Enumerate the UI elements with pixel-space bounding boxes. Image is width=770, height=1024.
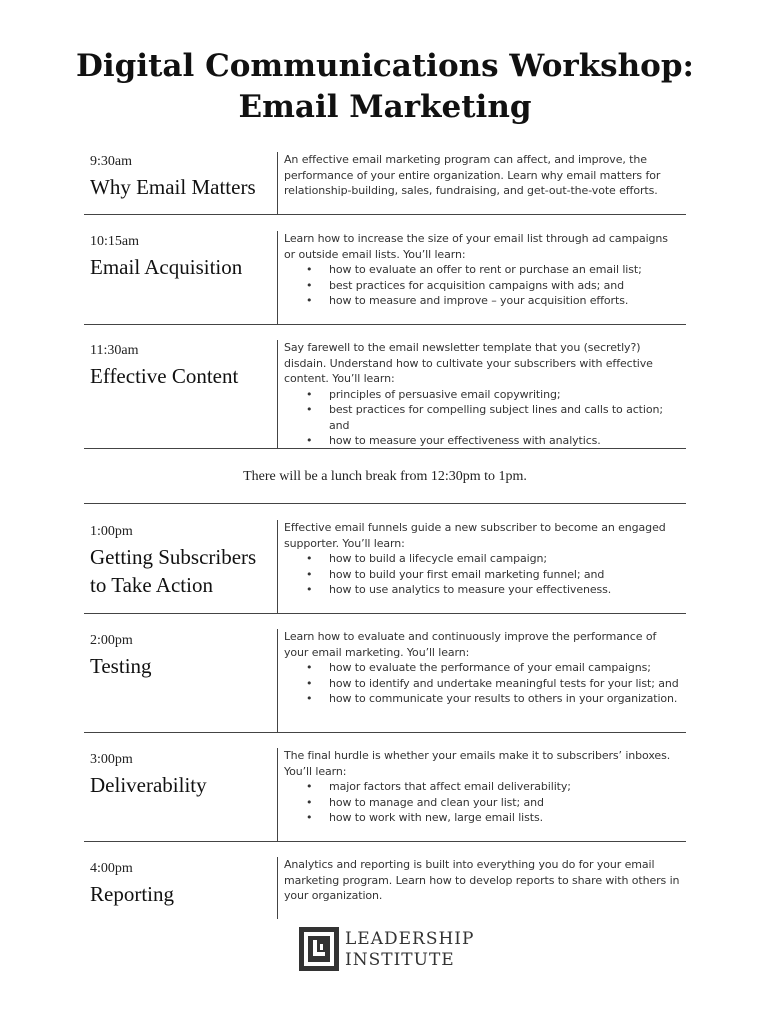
session-title: Effective Content <box>90 364 239 388</box>
page-title-line-2: Email Marketing <box>238 89 532 125</box>
session-intro: Learn how to increase the size of your email list through ad campaigns or outside email lists. You’ll learn: <box>284 232 668 261</box>
session-time: 10:15am <box>90 234 139 249</box>
list-item: • how to manage and clean your list; and <box>284 795 680 811</box>
session-description <box>284 340 680 449</box>
session-title: Why Email Matters <box>90 175 256 199</box>
list-item: • how to work with new, large email lists. <box>284 810 680 826</box>
list-item: • principles of persuasive email copywriting; <box>284 387 680 403</box>
page-title-line-1: Digital Communications Workshop: <box>76 48 694 84</box>
list-item: • how to communicate your results to others in your organization. <box>284 691 680 707</box>
session-description <box>284 520 680 598</box>
list-item: • best practices for compelling subject lines and calls to action; and <box>284 402 680 433</box>
leadership-institute-logo <box>299 927 479 973</box>
list-item: • how to measure and improve – your acquisition efforts. <box>284 293 680 309</box>
session-intro: An effective email marketing program can affect, and improve, the performance of your entire organization. Learn why email matters for relationship-building, sales, fundraising, and get-out-the-vote efforts. <box>284 153 661 197</box>
session-title <box>90 543 276 599</box>
session-title-line-1: Getting Subscribers <box>90 545 257 569</box>
page-title <box>0 46 770 128</box>
session-time: 9:30am <box>90 154 132 169</box>
session-intro: The final hurdle is whether your emails make it to subscribers’ inboxes. You’ll learn: <box>284 749 671 778</box>
session-description <box>284 629 680 707</box>
learning-list <box>284 660 680 707</box>
column-divider <box>277 340 278 448</box>
column-divider <box>277 857 278 919</box>
list-item: • how to build a lifecycle email campaign; <box>284 551 680 567</box>
session-getting-subscribers <box>84 520 686 614</box>
session-why-email-matters <box>84 152 686 215</box>
session-intro: Learn how to evaluate and continuously improve the performance of your email marketing. You’ll learn: <box>284 630 657 659</box>
session-deliverability <box>84 748 686 842</box>
lunch-note: There will be a lunch break from 12:30pm to 1pm. <box>84 449 686 504</box>
learning-list <box>284 551 680 598</box>
learning-list <box>284 262 680 309</box>
session-description <box>284 857 680 904</box>
column-divider <box>277 520 278 613</box>
list-item: • how to evaluate the performance of your email campaigns; <box>284 660 680 676</box>
session-description <box>284 748 680 826</box>
session-intro: Say farewell to the email newsletter template that you (secretly?) disdain. Understand how to cultivate your subscribers with effective content. You’ll learn: <box>284 341 653 385</box>
column-divider <box>277 748 278 841</box>
logo-text <box>345 929 474 971</box>
column-divider <box>277 231 278 324</box>
list-item: • how to build your first email marketing funnel; and <box>284 567 680 583</box>
column-divider <box>277 152 278 214</box>
list-item: • how to identify and undertake meaningful tests for your list; and <box>284 676 680 692</box>
list-item: • major factors that affect email deliverability; <box>284 779 680 795</box>
session-title-line-2: to Take Action <box>90 573 213 597</box>
session-title: Email Acquisition <box>90 255 243 279</box>
session-title: Reporting <box>90 882 174 906</box>
session-email-acquisition <box>84 231 686 325</box>
logo-mark-icon <box>299 927 339 971</box>
session-reporting <box>84 857 686 919</box>
logo-text-line-2: INSTITUTE <box>345 950 455 970</box>
session-time: 3:00pm <box>90 752 133 767</box>
session-effective-content <box>84 340 686 449</box>
session-time: 11:30am <box>90 343 139 358</box>
session-time: 2:00pm <box>90 633 133 648</box>
column-divider <box>277 629 278 732</box>
session-testing <box>84 629 686 733</box>
session-time: 4:00pm <box>90 861 133 876</box>
list-item: • how to measure your effectiveness with analytics. <box>284 433 680 449</box>
list-item: • how to evaluate an offer to rent or purchase an email list; <box>284 262 680 278</box>
learning-list <box>284 779 680 826</box>
session-title: Testing <box>90 654 152 678</box>
logo-text-line-1: LEADERSHIP <box>345 929 475 949</box>
list-item: • how to use analytics to measure your effectiveness. <box>284 582 680 598</box>
learning-list <box>284 387 680 449</box>
logo-mark-graphic <box>299 927 339 971</box>
session-intro: Analytics and reporting is built into everything you do for your email marketing program. Learn how to develop reports to share with others in your organization. <box>284 858 680 902</box>
session-description <box>284 231 680 309</box>
list-item: • best practices for acquisition campaigns with ads; and <box>284 278 680 294</box>
session-title: Deliverability <box>90 773 207 797</box>
session-intro: Effective email funnels guide a new subscriber to become an engaged supporter. You’ll learn: <box>284 521 666 550</box>
session-description <box>284 152 680 199</box>
session-time: 1:00pm <box>90 524 133 539</box>
